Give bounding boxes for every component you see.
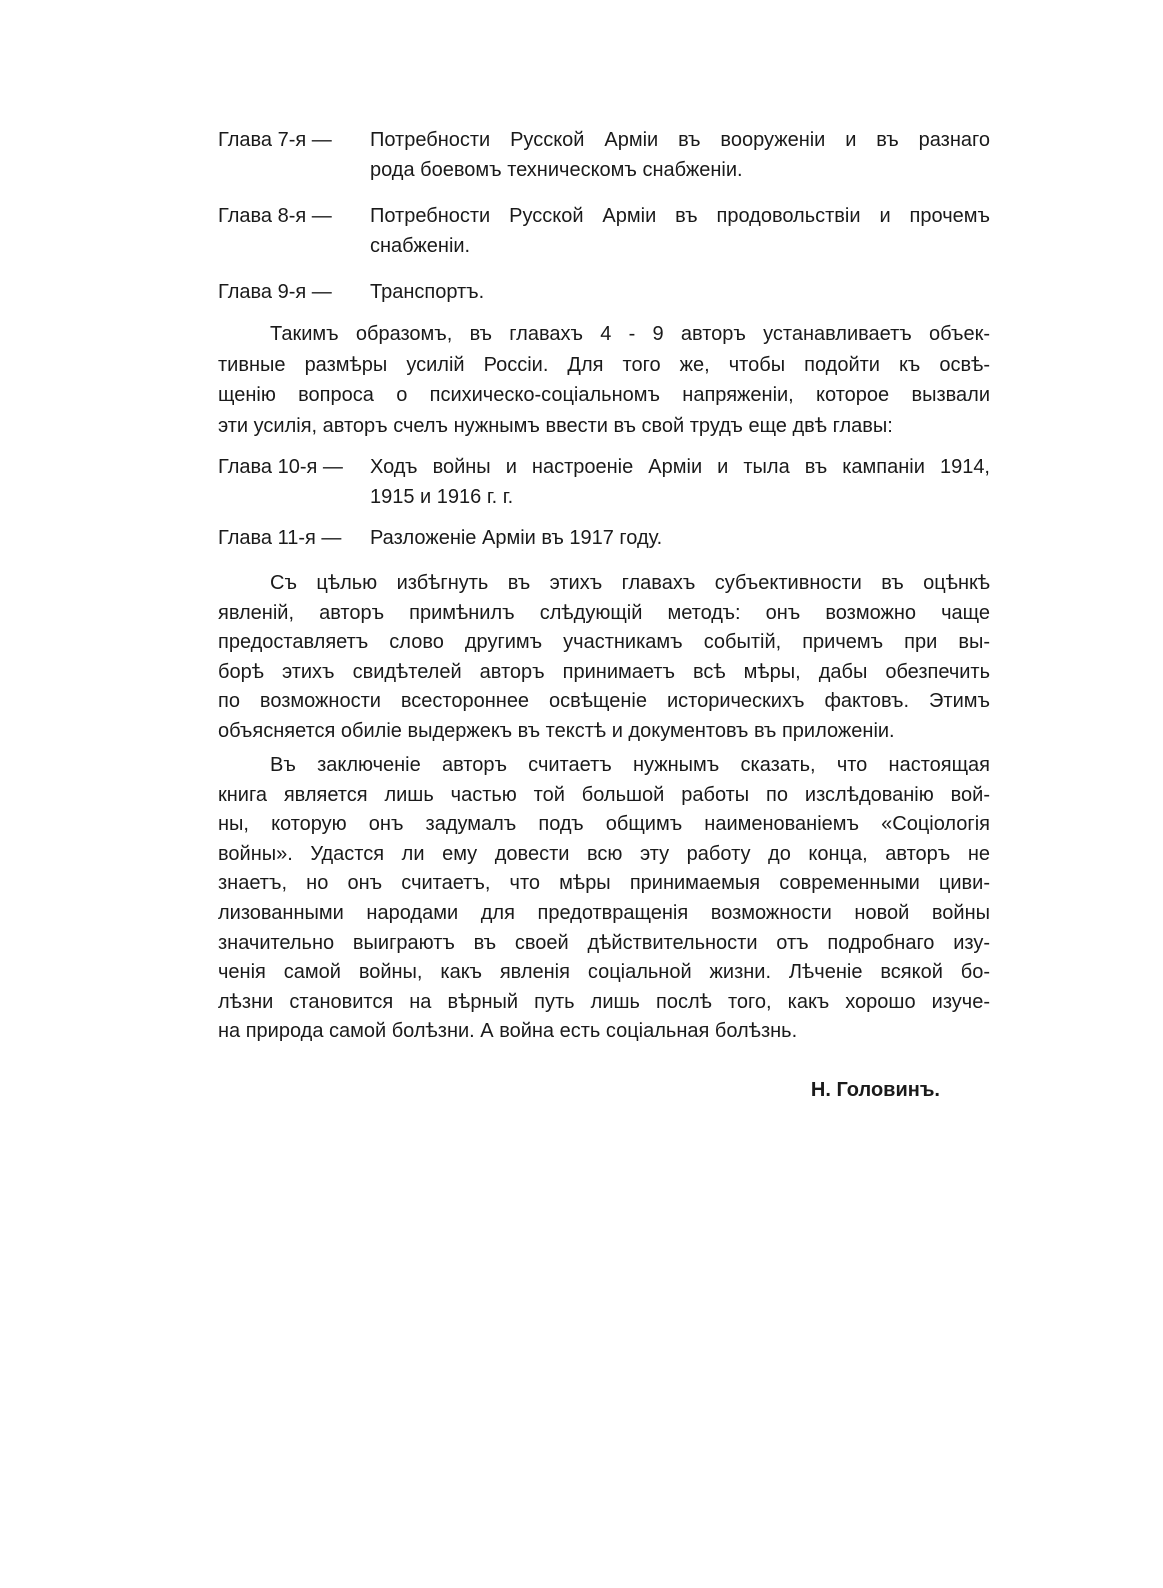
paragraph-line: лизованными народами для предотвращенія возможности новой войны xyxy=(218,902,990,924)
paragraph-line: Такимъ образомъ, въ главахъ 4 - 9 авторъ устанавливаетъ объек- xyxy=(270,323,990,345)
chapter-title-line: снабженіи. xyxy=(370,235,471,257)
chapter-title-line: Потребности Русской Арміи въ вооруженіи и въ разнаго xyxy=(370,129,990,151)
paragraph-line: значительно выиграютъ въ своей дѣйствительности отъ подробнаго изу- xyxy=(218,931,990,954)
paragraph-line: тивные размѣры усилій Россіи. Для того же, чтобы подойти къ освѣ- xyxy=(218,353,990,376)
chapter-title-line: 1915 и 1916 г. г. xyxy=(370,486,514,508)
chapter-label: Глава 10-я — xyxy=(218,456,343,478)
chapter-title-line: Ходъ войны и настроеніе Арміи и тыла въ кампаніи 1914, xyxy=(370,456,990,478)
paragraph-line: ченія самой войны, какъ явленія соціальной жизни. Лѣченіе всякой бо- xyxy=(218,961,990,984)
chapter-label: Глава 7-я — xyxy=(218,129,332,151)
chapter-title-line: рода боевомъ техническомъ снабженіи. xyxy=(370,159,743,181)
paragraph-line: эти усилія, авторъ счелъ нужнымъ ввести въ свой трудъ еще двѣ главы: xyxy=(218,415,893,438)
paragraph-line: знаетъ, но онъ считаетъ, что мѣры принимаемыя современными циви- xyxy=(218,872,990,895)
paragraph-line: книга является лишь частью той большой работы по изслѣдованію вой- xyxy=(218,783,990,806)
paragraph-line: на природа самой болѣзни. А война есть соціальная болѣзнь. xyxy=(218,1020,798,1043)
paragraph-line: Въ заключеніе авторъ считаетъ нужнымъ сказать, что настоящая xyxy=(270,754,990,776)
chapter-label: Глава 9-я — xyxy=(218,281,332,303)
signature: Н. Головинъ. xyxy=(810,1079,940,1101)
chapter-title-line: Разложеніе Арміи въ 1917 году. xyxy=(370,527,663,549)
paragraph-line: объясняется обиліе выдержекъ въ текстѣ и документовъ въ приложеніи. xyxy=(218,720,895,742)
chapter-title-line: Потребности Русской Арміи въ продовольствіи и прочемъ xyxy=(370,205,990,227)
paragraph-line: ны, которую онъ задумалъ подъ общимъ наименованіемъ «Соціологія xyxy=(218,813,990,836)
chapter-label: Глава 8-я — xyxy=(218,205,332,227)
paragraph-line: щенію вопроса о психическо-соціальномъ напряженіи, которое вызвали xyxy=(218,384,990,407)
paragraph-line: явленій, авторъ примѣнилъ слѣдующій методъ: онъ возможно чаще xyxy=(218,601,990,624)
paragraph-line: борѣ этихъ свидѣтелей авторъ принимаетъ всѣ мѣры, дабы обезпечить xyxy=(218,660,990,683)
paragraph-line: Съ цѣлью избѣгнуть въ этихъ главахъ субъективности въ оцѣнкѣ xyxy=(270,572,990,594)
chapter-label: Глава 11-я — xyxy=(218,527,342,549)
paragraph-line: по возможности всестороннее освѣщеніе историческихъ фактовъ. Этимъ xyxy=(218,690,990,713)
paragraph-line: предоставляетъ слово другимъ участникамъ событій, причемъ при вы- xyxy=(218,631,990,654)
paragraph-line: войны». Удастся ли ему довести всю эту работу до конца, авторъ не xyxy=(218,842,990,865)
chapter-title-line: Транспортъ. xyxy=(370,281,485,303)
paragraph-line: лѣзни становится на вѣрный путь лишь послѣ того, какъ хорошо изуче- xyxy=(218,990,990,1013)
